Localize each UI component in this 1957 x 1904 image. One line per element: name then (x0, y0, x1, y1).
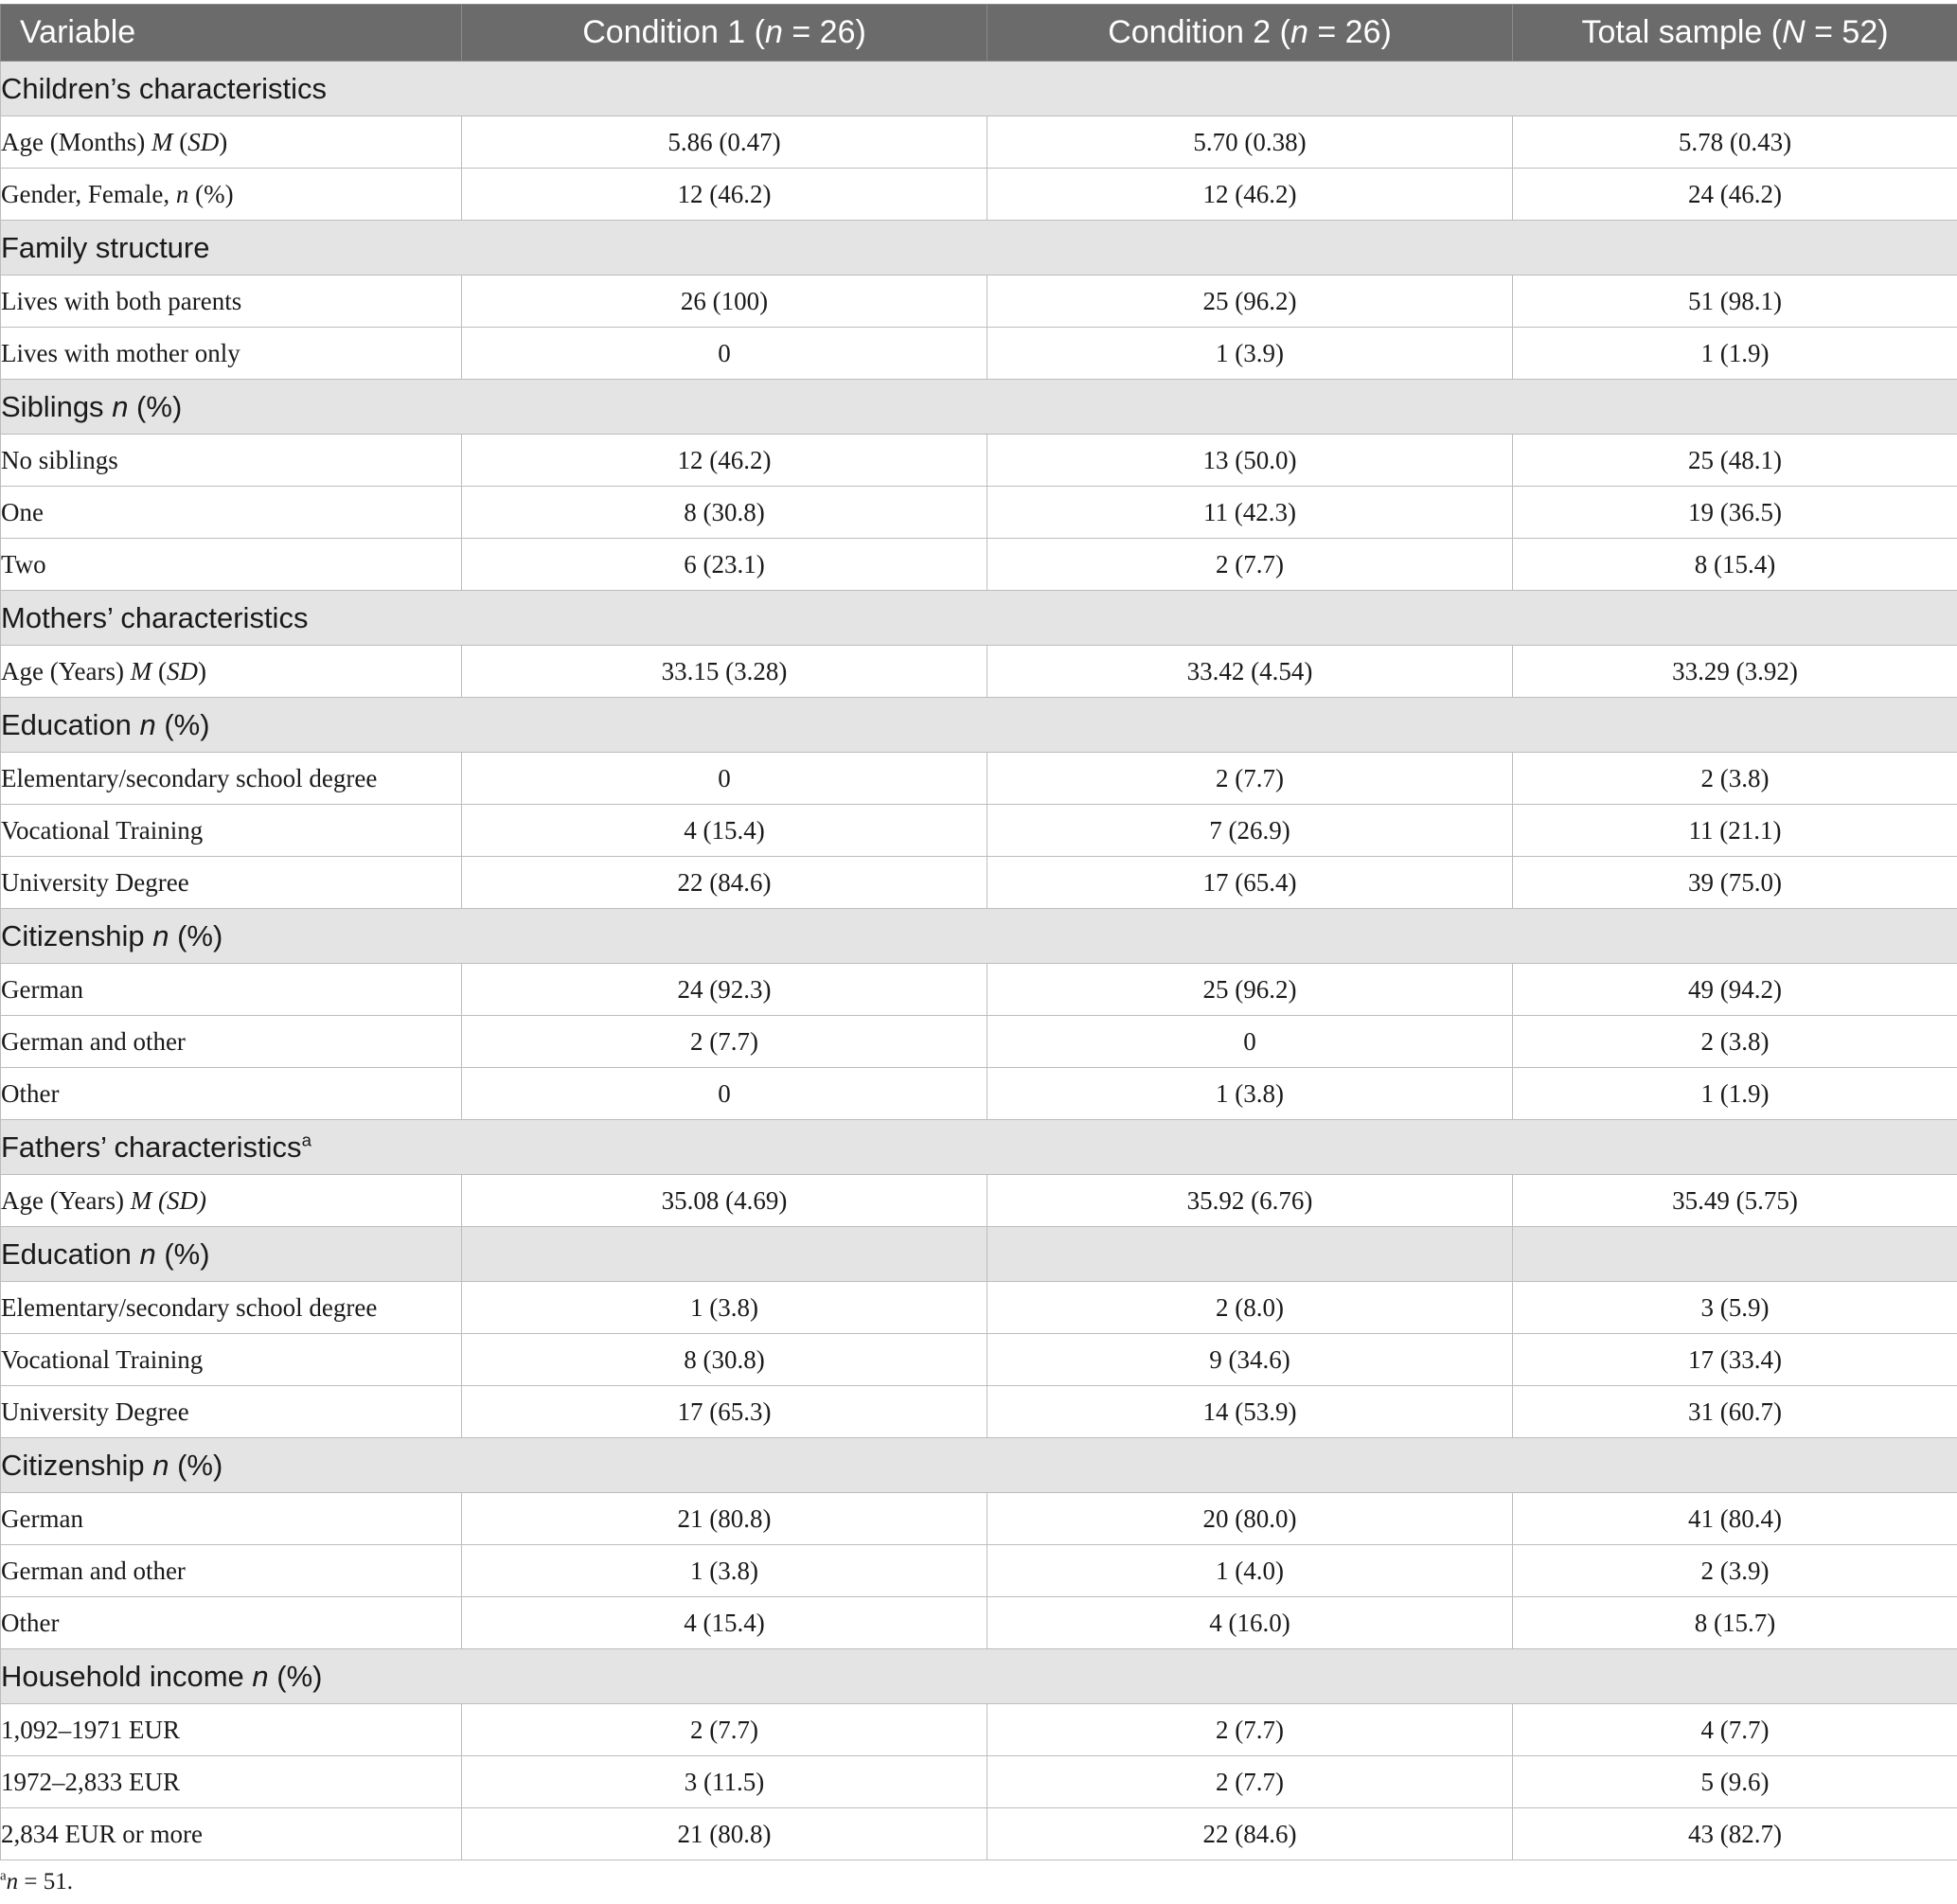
row-label-text: Vocational Training (1, 1344, 204, 1374)
section-title-italic: n (252, 1659, 269, 1693)
row-label (1, 435, 462, 487)
section-title-text: Citizenship (1, 918, 153, 952)
cell-condition-1: 3 (11.5) (462, 1756, 987, 1808)
row-label (1, 1597, 462, 1649)
header-total-prefix: Total sample ( (1581, 14, 1783, 50)
cell-total: 35.49 (5.75) (1513, 1175, 1957, 1227)
cell-condition-2: 0 (987, 1016, 1513, 1068)
cell-condition-1: 2 (7.7) (462, 1704, 987, 1756)
row-label-text: Age (Years) (1, 656, 131, 685)
table-row (1, 276, 1957, 328)
cell-total: 4 (7.7) (1513, 1704, 1957, 1756)
cell-condition-2: 13 (50.0) (987, 435, 1513, 487)
cell-total: 1 (1.9) (1513, 1068, 1957, 1120)
cell-condition-2: 25 (96.2) (987, 276, 1513, 328)
cell-total: 5.78 (0.43) (1513, 116, 1957, 169)
section-title-suffix: (%) (155, 707, 210, 741)
section-footnote-marker: a (301, 1130, 311, 1150)
cell-total: 11 (21.1) (1513, 805, 1957, 857)
row-label-suffix (151, 1186, 158, 1215)
cell-condition-1: 35.08 (4.69) (462, 1175, 987, 1227)
cell-condition-1: 6 (23.1) (462, 539, 987, 591)
row-label (1, 276, 462, 328)
cell-condition-1: 0 (462, 753, 987, 805)
section-title (1, 909, 1957, 964)
row-label-suffix: (%) (188, 179, 234, 208)
cell-condition-1: 21 (80.8) (462, 1493, 987, 1545)
table-row (1, 857, 1957, 909)
row-label (1, 1808, 462, 1860)
section-title-suffix: (%) (155, 1237, 210, 1271)
cell-total: 3 (5.9) (1513, 1282, 1957, 1334)
row-label-text: Other (1, 1078, 60, 1108)
table-row (1, 1704, 1957, 1756)
section-title-suffix: (%) (169, 918, 223, 952)
section-title (1, 698, 1957, 753)
header-condition-1 (462, 5, 987, 62)
row-label (1, 1756, 462, 1808)
cell-total: 8 (15.4) (1513, 539, 1957, 591)
cell-total: 2 (3.8) (1513, 753, 1957, 805)
section-title-text: Fathers’ characteristics (1, 1130, 302, 1164)
table-row (1, 964, 1957, 1016)
section-title (1, 1227, 462, 1282)
section-title (1, 62, 1957, 116)
row-label-italic: n (175, 179, 189, 208)
cell-condition-1: 4 (15.4) (462, 1597, 987, 1649)
section-title-text: Education (1, 707, 140, 741)
cell-condition-1: 12 (46.2) (462, 435, 987, 487)
cell-condition-2: 2 (7.7) (987, 1756, 1513, 1808)
table-footnote (0, 1869, 73, 1895)
row-label-italic-2: SD (166, 656, 198, 685)
row-label (1, 169, 462, 221)
section-row (1, 698, 1957, 753)
cell-condition-2: 14 (53.9) (987, 1386, 1513, 1438)
section-title-text: Family structure (1, 230, 210, 264)
header-total-var: N (1782, 14, 1806, 50)
footnote-text: = 51. (18, 1869, 74, 1895)
table-row (1, 753, 1957, 805)
row-label (1, 1016, 462, 1068)
row-label (1, 1704, 462, 1756)
cell-condition-1: 1 (3.8) (462, 1282, 987, 1334)
cell-total: 43 (82.7) (1513, 1808, 1957, 1860)
cell-condition-1: 8 (30.8) (462, 487, 987, 539)
section-title-text: Education (1, 1237, 140, 1271)
section-row (1, 1120, 1957, 1175)
table-row (1, 328, 1957, 380)
cell-condition-1: 4 (15.4) (462, 805, 987, 857)
section-title-text: Mothers’ characteristics (1, 600, 309, 634)
section-row (1, 1227, 1957, 1282)
row-label-text: 1,092–1971 EUR (1, 1715, 180, 1744)
cell-condition-2: 2 (7.7) (987, 1704, 1513, 1756)
section-title-suffix: (%) (128, 389, 183, 423)
table-row (1, 539, 1957, 591)
header-total-suffix: = 52) (1805, 14, 1889, 50)
cell-condition-2: 2 (7.7) (987, 539, 1513, 591)
cell-total: 19 (36.5) (1513, 487, 1957, 539)
table-row (1, 1282, 1957, 1334)
section-title-italic: n (139, 707, 156, 741)
cell-condition-2: 5.70 (0.38) (987, 116, 1513, 169)
cell-condition-1: 17 (65.3) (462, 1386, 987, 1438)
section-title (1, 1649, 1957, 1704)
row-label (1, 857, 462, 909)
section-title-suffix: (%) (268, 1659, 323, 1693)
section-title (1, 221, 1957, 276)
row-label (1, 1282, 462, 1334)
table-row (1, 435, 1957, 487)
section-title (1, 380, 1957, 435)
table-row (1, 1545, 1957, 1597)
header-row (1, 5, 1957, 62)
section-title-italic: n (139, 1237, 156, 1271)
section-row (1, 1649, 1957, 1704)
cell-condition-2: 20 (80.0) (987, 1493, 1513, 1545)
table-row (1, 1068, 1957, 1120)
cell-condition-1: 12 (46.2) (462, 169, 987, 221)
cell-total: 49 (94.2) (1513, 964, 1957, 1016)
cell-condition-2: 2 (7.7) (987, 753, 1513, 805)
section-title-text: Household income (1, 1659, 253, 1693)
row-label-text: Lives with both parents (1, 286, 242, 315)
table-row (1, 169, 1957, 221)
section-title-suffix: (%) (169, 1448, 223, 1482)
row-label-text: German and other (1, 1026, 186, 1056)
section-blank-cell (1513, 1227, 1957, 1282)
cell-condition-1: 0 (462, 328, 987, 380)
row-label-text: Gender, Female, (1, 179, 176, 208)
cell-total: 25 (48.1) (1513, 435, 1957, 487)
cell-total: 41 (80.4) (1513, 1493, 1957, 1545)
row-label (1, 1334, 462, 1386)
row-label-italic: M (130, 656, 152, 685)
section-title-text: Citizenship (1, 1448, 153, 1482)
section-title-text: Siblings (1, 389, 113, 423)
row-label-italic-2: SD (187, 127, 220, 156)
cell-condition-2: 33.42 (4.54) (987, 646, 1513, 698)
cell-condition-2: 11 (42.3) (987, 487, 1513, 539)
row-label (1, 1386, 462, 1438)
row-label-suffix: ( (172, 127, 188, 156)
row-label (1, 646, 462, 698)
table-body (1, 62, 1957, 1860)
row-label (1, 1068, 462, 1120)
cell-total: 51 (98.1) (1513, 276, 1957, 328)
header-variable: Variable (1, 5, 462, 62)
section-row (1, 591, 1957, 646)
cell-condition-2: 17 (65.4) (987, 857, 1513, 909)
row-label (1, 1175, 462, 1227)
section-title-italic: n (112, 389, 129, 423)
row-label (1, 753, 462, 805)
cell-condition-2: 25 (96.2) (987, 964, 1513, 1016)
row-label-text: Age (Years) (1, 1185, 131, 1215)
footnote-marker: a (0, 1868, 7, 1884)
section-title (1, 1120, 1957, 1175)
cell-condition-1: 1 (3.8) (462, 1545, 987, 1597)
cell-condition-1: 2 (7.7) (462, 1016, 987, 1068)
row-label (1, 1493, 462, 1545)
row-label-suffix-2: ) (197, 656, 206, 685)
header-condition-2-suffix: = 26) (1308, 14, 1392, 50)
row-label-text: Other (1, 1608, 60, 1637)
section-title-italic: n (152, 918, 169, 952)
cell-total: 31 (60.7) (1513, 1386, 1957, 1438)
cell-condition-1: 24 (92.3) (462, 964, 987, 1016)
row-label-text: German (1, 1504, 83, 1533)
row-label-italic-2: (SD) (157, 1185, 206, 1215)
section-title (1, 591, 1957, 646)
section-row (1, 62, 1957, 116)
row-label-text: No siblings (1, 445, 118, 474)
header-condition-1-suffix: = 26) (782, 14, 866, 50)
header-condition-1-var: n (764, 14, 783, 50)
row-label-italic: M (151, 127, 173, 156)
row-label-suffix-2: ) (219, 127, 228, 156)
row-label-suffix: ( (151, 656, 167, 685)
row-label (1, 487, 462, 539)
cell-total: 8 (15.7) (1513, 1597, 1957, 1649)
header-condition-2-prefix: Condition 2 ( (1108, 14, 1290, 50)
cell-total: 39 (75.0) (1513, 857, 1957, 909)
cell-condition-1: 0 (462, 1068, 987, 1120)
table-row (1, 805, 1957, 857)
row-label (1, 805, 462, 857)
row-label-text: Lives with mother only (1, 338, 240, 367)
footnote-var: n (6, 1869, 19, 1895)
section-row (1, 1438, 1957, 1493)
row-label (1, 964, 462, 1016)
cell-condition-1: 22 (84.6) (462, 857, 987, 909)
demographics-table (0, 4, 1957, 1860)
row-label-text: Elementary/secondary school degree (1, 1292, 378, 1322)
table-row (1, 646, 1957, 698)
cell-condition-2: 1 (3.9) (987, 328, 1513, 380)
row-label-text: German (1, 974, 83, 1004)
row-label-text: University Degree (1, 1397, 189, 1426)
table-row (1, 1334, 1957, 1386)
table-row (1, 487, 1957, 539)
table-row (1, 1016, 1957, 1068)
row-label (1, 328, 462, 380)
cell-total: 17 (33.4) (1513, 1334, 1957, 1386)
row-label (1, 1545, 462, 1597)
cell-condition-1: 33.15 (3.28) (462, 646, 987, 698)
cell-condition-2: 1 (3.8) (987, 1068, 1513, 1120)
cell-total: 2 (3.9) (1513, 1545, 1957, 1597)
row-label-text: Vocational Training (1, 815, 204, 845)
table-row (1, 1386, 1957, 1438)
cell-total: 33.29 (3.92) (1513, 646, 1957, 698)
row-label-text: Age (Months) (1, 127, 151, 156)
table-row (1, 1756, 1957, 1808)
cell-condition-2: 9 (34.6) (987, 1334, 1513, 1386)
cell-condition-2: 2 (8.0) (987, 1282, 1513, 1334)
cell-total: 1 (1.9) (1513, 328, 1957, 380)
row-label-text: University Degree (1, 867, 189, 897)
row-label-text: One (1, 497, 44, 526)
section-title-italic: n (152, 1448, 169, 1482)
table-row (1, 116, 1957, 169)
table-row (1, 1175, 1957, 1227)
row-label-text: 1972–2,833 EUR (1, 1767, 180, 1796)
cell-condition-2: 1 (4.0) (987, 1545, 1513, 1597)
header-condition-2 (987, 5, 1513, 62)
table-row (1, 1597, 1957, 1649)
section-title (1, 1438, 1957, 1493)
row-label-text: Elementary/secondary school degree (1, 763, 378, 792)
row-label-text: Two (1, 549, 46, 578)
cell-condition-2: 7 (26.9) (987, 805, 1513, 857)
section-row (1, 380, 1957, 435)
cell-condition-1: 21 (80.8) (462, 1808, 987, 1860)
cell-condition-2: 22 (84.6) (987, 1808, 1513, 1860)
section-blank-cell (462, 1227, 987, 1282)
header-condition-2-var: n (1290, 14, 1308, 50)
cell-condition-2: 4 (16.0) (987, 1597, 1513, 1649)
row-label (1, 116, 462, 169)
section-blank-cell (987, 1227, 1513, 1282)
row-label-italic: M (130, 1185, 152, 1215)
cell-total: 5 (9.6) (1513, 1756, 1957, 1808)
cell-condition-2: 12 (46.2) (987, 169, 1513, 221)
section-row (1, 221, 1957, 276)
section-row (1, 909, 1957, 964)
row-label-text: 2,834 EUR or more (1, 1819, 203, 1848)
cell-total: 2 (3.8) (1513, 1016, 1957, 1068)
table-row (1, 1493, 1957, 1545)
header-total-sample (1513, 5, 1957, 62)
cell-condition-2: 35.92 (6.76) (987, 1175, 1513, 1227)
cell-condition-1: 5.86 (0.47) (462, 116, 987, 169)
cell-condition-1: 8 (30.8) (462, 1334, 987, 1386)
section-title-text: Children’s characteristics (1, 71, 327, 105)
cell-condition-1: 26 (100) (462, 276, 987, 328)
header-condition-1-prefix: Condition 1 ( (582, 14, 765, 50)
table-row (1, 1808, 1957, 1860)
row-label (1, 539, 462, 591)
row-label-text: German and other (1, 1556, 186, 1585)
cell-total: 24 (46.2) (1513, 169, 1957, 221)
